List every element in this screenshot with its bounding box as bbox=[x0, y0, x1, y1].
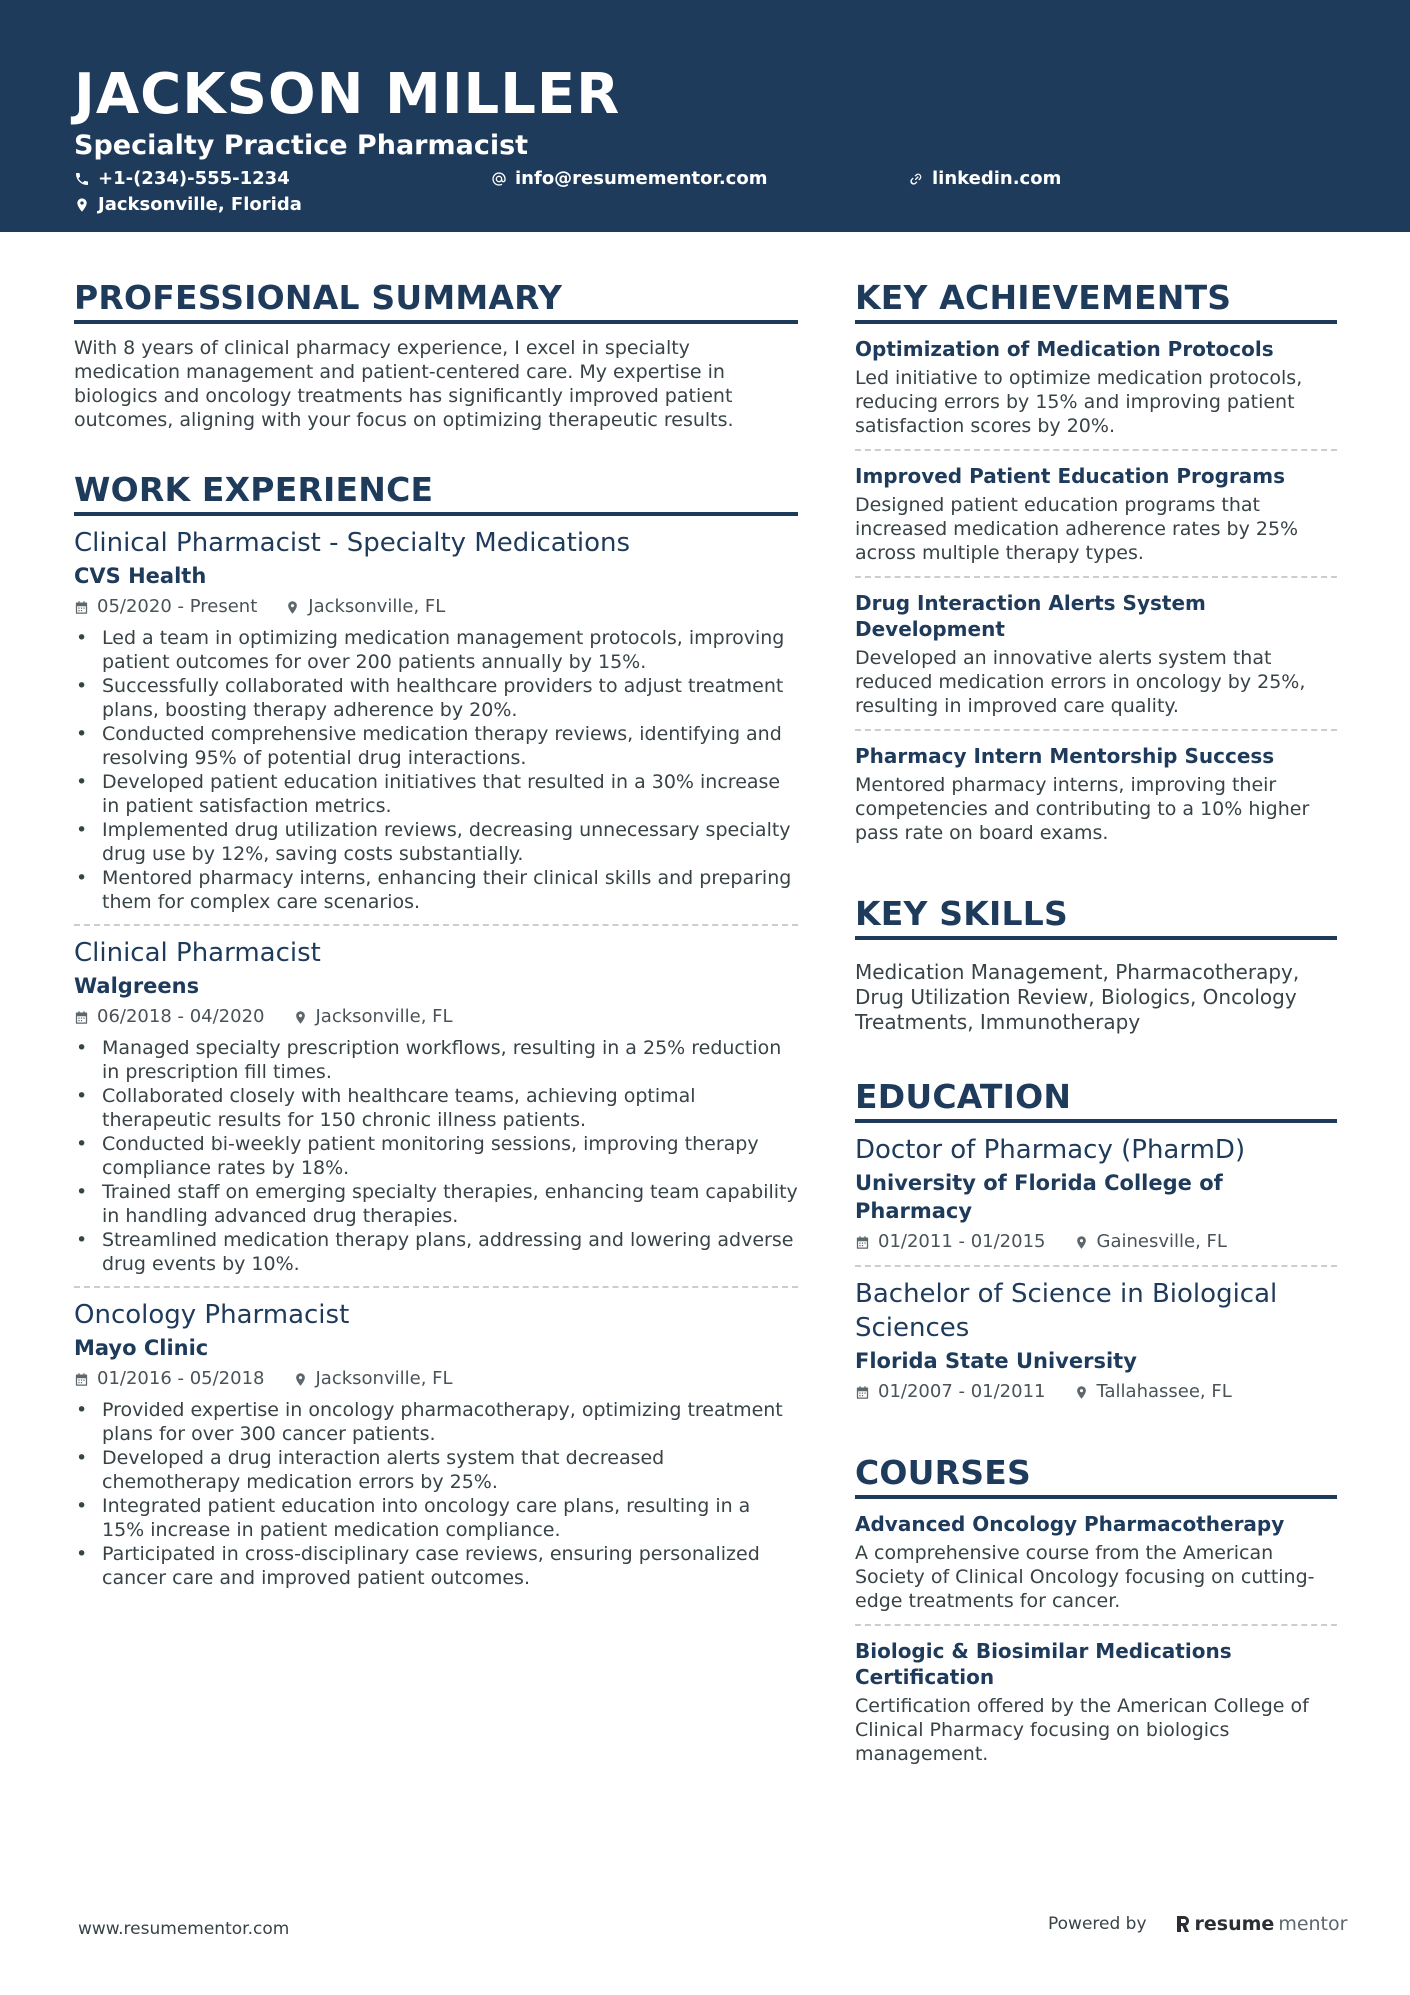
job-dates-text: 01/2016 - 05/2018 bbox=[97, 1368, 265, 1389]
achievement-title: Drug Interaction Alerts System Development bbox=[855, 591, 1206, 641]
at-sign-icon bbox=[491, 171, 507, 187]
education-section bbox=[855, 1077, 1337, 1415]
experience-title: WORK EXPERIENCE bbox=[74, 470, 798, 516]
brand-text-bold: resume bbox=[1194, 1913, 1275, 1935]
job-title: Clinical Pharmacist - Specialty Medications bbox=[74, 528, 631, 558]
map-pin-icon bbox=[1074, 1235, 1089, 1250]
job-bullet: • Developed a drug interaction alerts system that decreased chemotherapy medication errors by 25%. bbox=[74, 1446, 798, 1494]
job-bullet: • Mentored pharmacy interns, enhancing their clinical skills and preparing them for complex care scenarios. bbox=[74, 866, 798, 914]
skills-text: Medication Management, Pharmacotherapy, Drug Utilization Review, Biologics, Oncology Treatments, Immunotherapy bbox=[855, 960, 1300, 1034]
summary-title: PROFESSIONAL SUMMARY bbox=[74, 278, 798, 324]
job-bullet: • Led a team in optimizing medication management protocols, improving patient outcomes for over 200 patients annually by 15%. bbox=[74, 626, 798, 674]
job-bullet: • Successfully collaborated with healthcare providers to adjust treatment plans, boosting therapy adherence by 20%. bbox=[74, 674, 798, 722]
school-name: University of Florida College of Pharmacy bbox=[855, 1171, 1223, 1223]
calendar-icon bbox=[855, 1385, 870, 1400]
contact-phone bbox=[74, 168, 290, 189]
achievements-title: KEY ACHIEVEMENTS bbox=[855, 278, 1337, 324]
courses-title: COURSES bbox=[855, 1453, 1337, 1499]
job-bullet: • Managed specialty prescription workflows, resulting in a 25% reduction in prescription fill times. bbox=[74, 1036, 798, 1084]
achievement-desc: Led initiative to optimize medication protocols, reducing errors by 15% and improving patient satisfaction scores by 20%. bbox=[855, 367, 1303, 437]
achievement-desc: Mentored pharmacy interns, improving their competencies and contributing to a 10% higher pass rate on board exams. bbox=[855, 774, 1310, 844]
brand-logo bbox=[1175, 1913, 1348, 1935]
achievements-section bbox=[855, 278, 1337, 856]
company-name: Mayo Clinic bbox=[74, 1336, 209, 1360]
brand-text-light: mentor bbox=[1278, 1913, 1348, 1935]
job-meta bbox=[74, 594, 798, 620]
email-text: info@resumementor.com bbox=[515, 168, 768, 189]
course-list bbox=[855, 1499, 1337, 1777]
education-item bbox=[855, 1123, 1337, 1267]
map-pin-icon bbox=[293, 1010, 308, 1025]
education-meta bbox=[855, 1229, 1337, 1255]
calendar-icon bbox=[855, 1235, 870, 1250]
job-bullet: • Conducted bi-weekly patient monitoring sessions, improving therapy compliance rates by 18%. bbox=[74, 1132, 798, 1180]
right-column bbox=[855, 278, 1337, 1815]
job-entry bbox=[74, 1288, 798, 1600]
course-title: Advanced Oncology Pharmacotherapy bbox=[855, 1512, 1285, 1536]
summary-text: With 8 years of clinical pharmacy experience, I excel in specialty medication management and patient-centered care. My expertise in biologics and oncology treatments has significantly improved patient outcomes, aligning with your focus on optimizing therapeutic results. bbox=[74, 337, 734, 431]
job-bullet: • Trained staff on emerging specialty therapies, enhancing team capability in handling advanced drug therapies. bbox=[74, 1180, 798, 1228]
achievement-title: Pharmacy Intern Mentorship Success bbox=[855, 744, 1275, 768]
job-bullet: • Collaborated closely with healthcare teams, achieving optimal therapeutic results for 150 chronic illness patients. bbox=[74, 1084, 798, 1132]
education-location-text: Tallahassee, FL bbox=[1096, 1381, 1232, 1402]
resumementor-logo-icon bbox=[1175, 1915, 1191, 1933]
achievement-item bbox=[855, 451, 1337, 578]
achievement-item bbox=[855, 578, 1337, 731]
job-location-text: Jacksonville, FL bbox=[315, 1368, 453, 1389]
powered-by-text: Powered by bbox=[1048, 1914, 1147, 1934]
job-title: Oncology Pharmacist bbox=[74, 1300, 350, 1330]
degree-title: Doctor of Pharmacy (PharmD) bbox=[855, 1135, 1246, 1165]
job-bullets bbox=[74, 1036, 798, 1276]
job-location-text: Jacksonville, FL bbox=[308, 596, 446, 617]
job-bullet: • Conducted comprehensive medication therapy reviews, identifying and resolving 95% of potential drug interactions. bbox=[74, 722, 798, 770]
job-dates-text: 06/2018 - 04/2020 bbox=[97, 1006, 265, 1027]
phone-icon bbox=[74, 171, 90, 187]
course-desc: Certification offered by the American College of Clinical Pharmacy focusing on biologics management. bbox=[855, 1695, 1309, 1765]
school-name: Florida State University bbox=[855, 1349, 1137, 1373]
achievement-title: Improved Patient Education Programs bbox=[855, 464, 1286, 488]
job-bullet: • Streamlined medication therapy plans, addressing and lowering adverse drug events by 10%. bbox=[74, 1228, 798, 1276]
contact-info bbox=[74, 168, 1336, 224]
company-name: Walgreens bbox=[74, 974, 200, 998]
job-bullets bbox=[74, 626, 798, 914]
contact-linkedin[interactable] bbox=[908, 168, 1061, 189]
education-dates bbox=[855, 1379, 1046, 1405]
job-dates-text: 05/2020 - Present bbox=[97, 596, 258, 617]
calendar-icon bbox=[74, 1372, 89, 1387]
map-pin-icon bbox=[285, 600, 300, 615]
job-dates bbox=[74, 1004, 265, 1030]
education-location-text: Gainesville, FL bbox=[1096, 1231, 1227, 1252]
location-text: Jacksonville, Florida bbox=[98, 194, 302, 215]
achievement-list bbox=[855, 324, 1337, 856]
education-meta bbox=[855, 1379, 1337, 1405]
footer-powered bbox=[1048, 1913, 1347, 1935]
degree-title: Bachelor of Science in Biological Sciences bbox=[855, 1279, 1278, 1343]
resume-header bbox=[0, 0, 1410, 232]
education-location bbox=[1074, 1379, 1232, 1405]
candidate-name: JACKSON MILLER bbox=[74, 62, 621, 127]
education-item bbox=[855, 1267, 1337, 1415]
link-icon bbox=[908, 171, 924, 187]
job-title: Clinical Pharmacist bbox=[74, 938, 321, 968]
education-dates-text: 01/2007 - 01/2011 bbox=[878, 1381, 1046, 1402]
job-bullet: • Integrated patient education into oncology care plans, resulting in a 15% increase in patient medication compliance. bbox=[74, 1494, 798, 1542]
education-title: EDUCATION bbox=[855, 1077, 1337, 1123]
job-bullets bbox=[74, 1398, 798, 1590]
courses-section bbox=[855, 1453, 1337, 1777]
achievement-title: Optimization of Medication Protocols bbox=[855, 337, 1274, 361]
job-meta bbox=[74, 1366, 798, 1392]
job-entry bbox=[74, 516, 798, 926]
left-column bbox=[74, 278, 798, 1638]
achievement-item bbox=[855, 731, 1337, 856]
map-pin-icon bbox=[74, 197, 90, 213]
education-dates-text: 01/2011 - 01/2015 bbox=[878, 1231, 1046, 1252]
job-location bbox=[293, 1366, 453, 1392]
company-name: CVS Health bbox=[74, 564, 207, 588]
job-dates bbox=[74, 1366, 265, 1392]
course-item bbox=[855, 1499, 1337, 1626]
job-list bbox=[74, 516, 798, 1600]
contact-location bbox=[74, 194, 302, 215]
education-dates bbox=[855, 1229, 1046, 1255]
job-bullet: • Provided expertise in oncology pharmacotherapy, optimizing treatment plans for over 300 cancer patients. bbox=[74, 1398, 798, 1446]
achievement-desc: Designed patient education programs that increased medication adherence rates by 25% across multiple therapy types. bbox=[855, 494, 1299, 564]
course-title: Biologic & Biosimilar Medications Certification bbox=[855, 1639, 1232, 1689]
map-pin-icon bbox=[1074, 1385, 1089, 1400]
footer-website[interactable]: www.resumementor.com bbox=[78, 1919, 290, 1939]
map-pin-icon bbox=[293, 1372, 308, 1387]
job-location-text: Jacksonville, FL bbox=[315, 1006, 453, 1027]
skills-title: KEY SKILLS bbox=[855, 894, 1337, 940]
contact-email[interactable] bbox=[491, 168, 767, 189]
job-bullet: • Developed patient education initiatives that resulted in a 30% increase in patient satisfaction metrics. bbox=[74, 770, 798, 818]
job-location bbox=[285, 594, 445, 620]
achievement-desc: Developed an innovative alerts system that reduced medication errors in oncology by 25%, resulting in improved care quality. bbox=[855, 647, 1306, 717]
calendar-icon bbox=[74, 1010, 89, 1025]
education-list bbox=[855, 1123, 1337, 1415]
education-location bbox=[1074, 1229, 1227, 1255]
job-location bbox=[293, 1004, 453, 1030]
summary-section bbox=[74, 278, 798, 432]
skills-section bbox=[855, 894, 1337, 1035]
job-dates bbox=[74, 594, 257, 620]
calendar-icon bbox=[74, 600, 89, 615]
linkedin-text: linkedin.com bbox=[932, 168, 1062, 189]
course-desc: A comprehensive course from the American Society of Clinical Oncology focusing on cutting-edge treatments for cancer. bbox=[855, 1542, 1315, 1612]
experience-section bbox=[74, 470, 798, 1600]
job-bullet: • Participated in cross-disciplinary case reviews, ensuring personalized cancer care and improved patient outcomes. bbox=[74, 1542, 798, 1590]
candidate-headline: Specialty Practice Pharmacist bbox=[74, 130, 529, 161]
job-meta bbox=[74, 1004, 798, 1030]
achievement-item bbox=[855, 324, 1337, 451]
phone-text: +1-(234)-555-1234 bbox=[98, 168, 290, 189]
course-item bbox=[855, 1626, 1337, 1777]
job-entry bbox=[74, 926, 798, 1288]
job-bullet: • Implemented drug utilization reviews, decreasing unnecessary specialty drug use by 12%, saving costs substantially. bbox=[74, 818, 798, 866]
